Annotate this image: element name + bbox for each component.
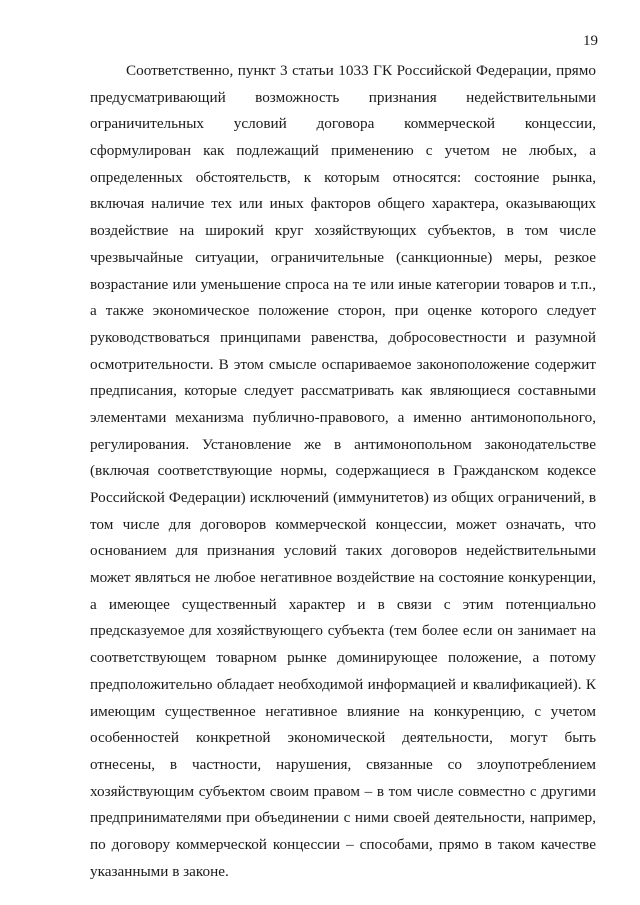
text-line: отнесены, в частности, нарушения, связанные со злоупотреблением bbox=[90, 755, 596, 773]
text-line: регулирования. Установление же в антимонопольном законодательстве bbox=[90, 435, 596, 453]
text-line: Соответственно, пункт 3 статьи 1033 ГК Российской Федерации, прямо bbox=[126, 62, 596, 79]
text-line: Российской Федерации) исключений (иммунитетов) из общих ограничений, в bbox=[90, 489, 596, 506]
text-line: указанными в законе. bbox=[90, 862, 229, 880]
text-line: предусматривающий возможность признания недействительными bbox=[90, 88, 596, 106]
text-line: воздействие на широкий круг хозяйствующих субъектов, в том числе bbox=[90, 222, 596, 240]
page-number: 19 bbox=[583, 33, 598, 49]
body-paragraph bbox=[90, 58, 596, 885]
text-line: осмотрительности. В этом смысле оспариваемое законоположение содержит bbox=[90, 355, 596, 373]
text-line: включая наличие тех или иных факторов общего характера, оказывающих bbox=[90, 195, 596, 213]
text-line: основанием для признания условий таких договоров недействительными bbox=[90, 542, 596, 560]
text-line: сформулирован как подлежащий применению с учетом не любых, а bbox=[90, 142, 596, 160]
text-line: предсказуемое для хозяйствующего субъекта (тем более если он занимает на bbox=[90, 622, 596, 640]
text-line: определенных обстоятельств, к которым относятся: состояние рынка, bbox=[90, 168, 596, 186]
text-line: возрастание или уменьшение спроса на те или иные категории товаров и т.п., bbox=[90, 275, 596, 293]
text-line: предписания, которые следует рассматривать как являющиеся составными bbox=[90, 382, 596, 400]
text-line: предположительно обладает необходимой информацией и квалификацией). К bbox=[90, 675, 596, 693]
text-line: а имеющее существенный характер и в связи с этим потенциально bbox=[90, 595, 596, 613]
text-line: чрезвычайные ситуации, ограничительные (санкционные) меры, резкое bbox=[90, 248, 596, 266]
text-line: соответствующем товарном рынке доминирующее положение, а потому bbox=[90, 649, 596, 667]
text-line: ограничительных условий договора коммерческой концессии, bbox=[90, 115, 596, 133]
text-line: том числе для договоров коммерческой концессии, может означать, что bbox=[90, 515, 596, 533]
text-line: хозяйствующим субъектом своим правом – в том числе совместно с другими bbox=[90, 782, 596, 800]
text-line: а также экономическое положение сторон, при оценке которого следует bbox=[90, 302, 596, 320]
text-line: предпринимателями при объединении с ними своей деятельности, например, bbox=[90, 809, 596, 827]
text-line: может являться не любое негативное воздействие на состояние конкуренции, bbox=[90, 569, 596, 587]
text-line: элементами механизма публично-правового, а именно антимонопольного, bbox=[90, 408, 596, 426]
text-line: имеющим существенное негативное влияние на конкуренцию, с учетом bbox=[90, 702, 596, 720]
text-line: по договору коммерческой концессии – способами, прямо в таком качестве bbox=[90, 835, 596, 853]
text-line: (включая соответствующие нормы, содержащиеся в Гражданском кодексе bbox=[90, 462, 596, 480]
text-line: руководствоваться принципами равенства, добросовестности и разумной bbox=[90, 328, 596, 346]
text-line: особенностей конкретной экономической деятельности, могут быть bbox=[90, 729, 596, 747]
